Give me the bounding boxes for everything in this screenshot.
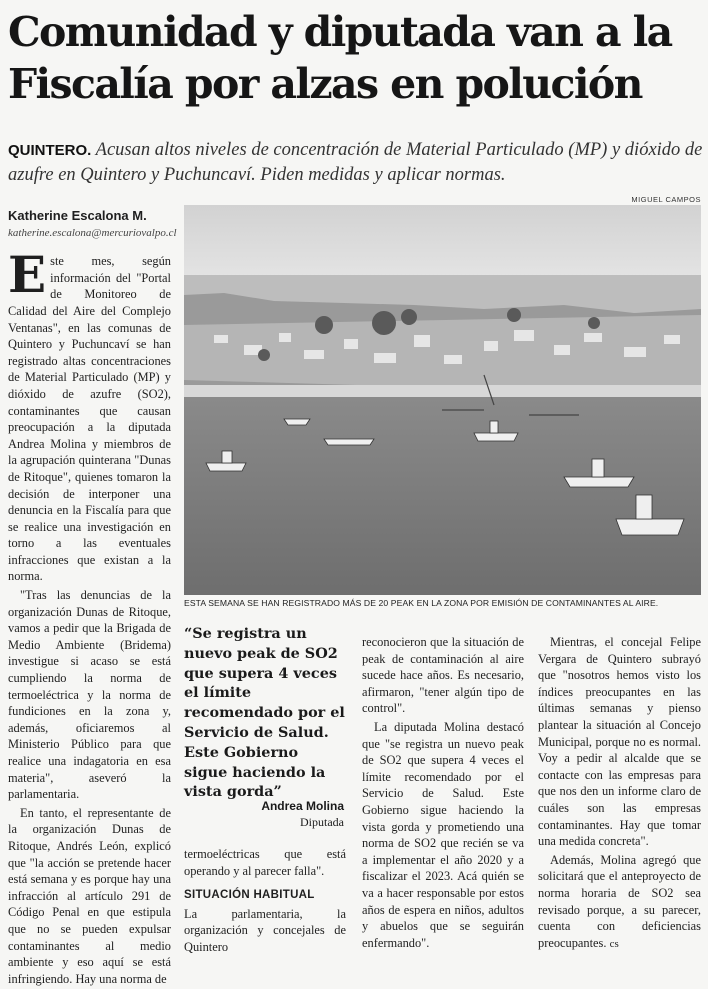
quote-role: Diputada [300,815,344,829]
column-2 [184,846,346,958]
photo-credit: MIGUEL CAMPOS [631,195,701,204]
harbor-photo [184,205,701,595]
subhead: SITUACIÓN HABITUAL [184,889,315,902]
column-3 [362,634,524,953]
paragraph: En tanto, el representante de la organización Dunas de Ritoque, Andrés León, explicó que "la acción se pretende hacer está semana y es porque hay una infracción al artículo 291 de Código Penal en que estipula que no se pueden expulsar contaminantes al medio ambiente y eso aquí se está infringiendo. Hay una norma de [8,805,171,986]
quote-signature [184,798,344,830]
paragraph: reconocieron que la situación de peak de contaminación al aire sucede hace años. Es necesario, afirmaron, "tener algún tipo de control". [362,635,524,716]
pull-quote: “Se registra un nuevo peak de SO2 que supera 4 veces el límite recomendado por el Servicio de Salud. Este Gobierno sigue haciendo la vista gorda” [184,625,345,801]
lead-paragraph [8,138,703,187]
column-1 [8,208,177,989]
drop-cap: E [8,245,47,305]
photo-caption: ESTA SEMANA SE HAN REGISTRADO MÁS DE 20 PEAK EN LA ZONA POR EMISIÓN DE CONTAMINANTES AL AIRE. [184,598,659,608]
author-email: katherine.escalona@mercuriovalpo.cl [8,226,177,239]
paragraph: Además, Molina agregó que solicitará que el anteproyecto de norma horaria de SO2 sea revisado porque, a su parecer, cuenta con deficiencias preocupantes. cs [538,852,701,950]
headline: Comunidad y diputada van a la Fiscalía por alzas en polución [8,8,672,108]
author-name: Katherine Escalona M. [8,208,147,223]
paragraph: "Tras las denuncias de la organización Dunas de Ritoque, vamos a pedir que la Brigada de Medio Ambiente (Bridema) investigue si acaso se está cumpliendo la norma de termoeléctrica y la norma de fundiciones en la zona y, además, oficiaremos al Ministerio Público para que realice una indagatoria en esa materia", aseveró la parlamentaria. [8,588,171,802]
column-4 [538,634,701,954]
kicker-location: QUINTERO. [8,142,92,159]
paragraph: La parlamentaria, la organización y concejales de Quintero [184,906,346,954]
end-mark: cs [609,937,619,950]
paragraph: termoeléctricas que está operando y al parecer falla". [184,847,346,878]
quote-author: Andrea Molina [261,799,344,813]
paragraph: Mientras, el concejal Felipe Vergara de Quintero subrayó que "nosotros hemos visto los índices preocupantes en las últimas semanas y pienso plantear la situación al Concejo Municipal, porque no es normal. Voy a pedir al alcalde que se contacte con las empresas para que nos den un informe claro de cuáles son las empresas contaminantes. Hay que tomar una medida concreta". [538,635,701,849]
lead-text: Acusan altos niveles de concentración de Material Particulado (MP) y dióxido de azufre en Quintero y Puchuncaví. Piden medidas y aplicar normas. [8,140,703,185]
paragraph: La diputada Molina destacó que "se registra un nuevo peak de SO2 que supera 4 veces el límite recomendado por el Servicio de Salud. Este Gobierno sigue haciendo la vista gorda y prometiendo una norma de SO2 que recién se va a implementar el año 2020 y a fiscalizar el 2023. Acá quién se va a hacer responsable por estos años de espera en niños, adultos y abuelos que se seguirán enfermando". [362,719,524,950]
paragraph: Este mes, según información del "Portal de Monitoreo de Calidad del Aire del Complejo Ventanas", en las comunas de Quintero y Puchuncaví se han registrado altas concentraciones de Material Particulado (MP) y dióxido de azufre (SO2), contaminantes que causan preocupación a la diputada Andrea Molina y miembros de la agrupación quinterana "Dunas de Ritoque", quienes tomaron la decisión de interponer una denuncia en la Fiscalía para que se realice una investigación en torno a las eventuales infracciones que existan a la norma. [8,245,171,584]
